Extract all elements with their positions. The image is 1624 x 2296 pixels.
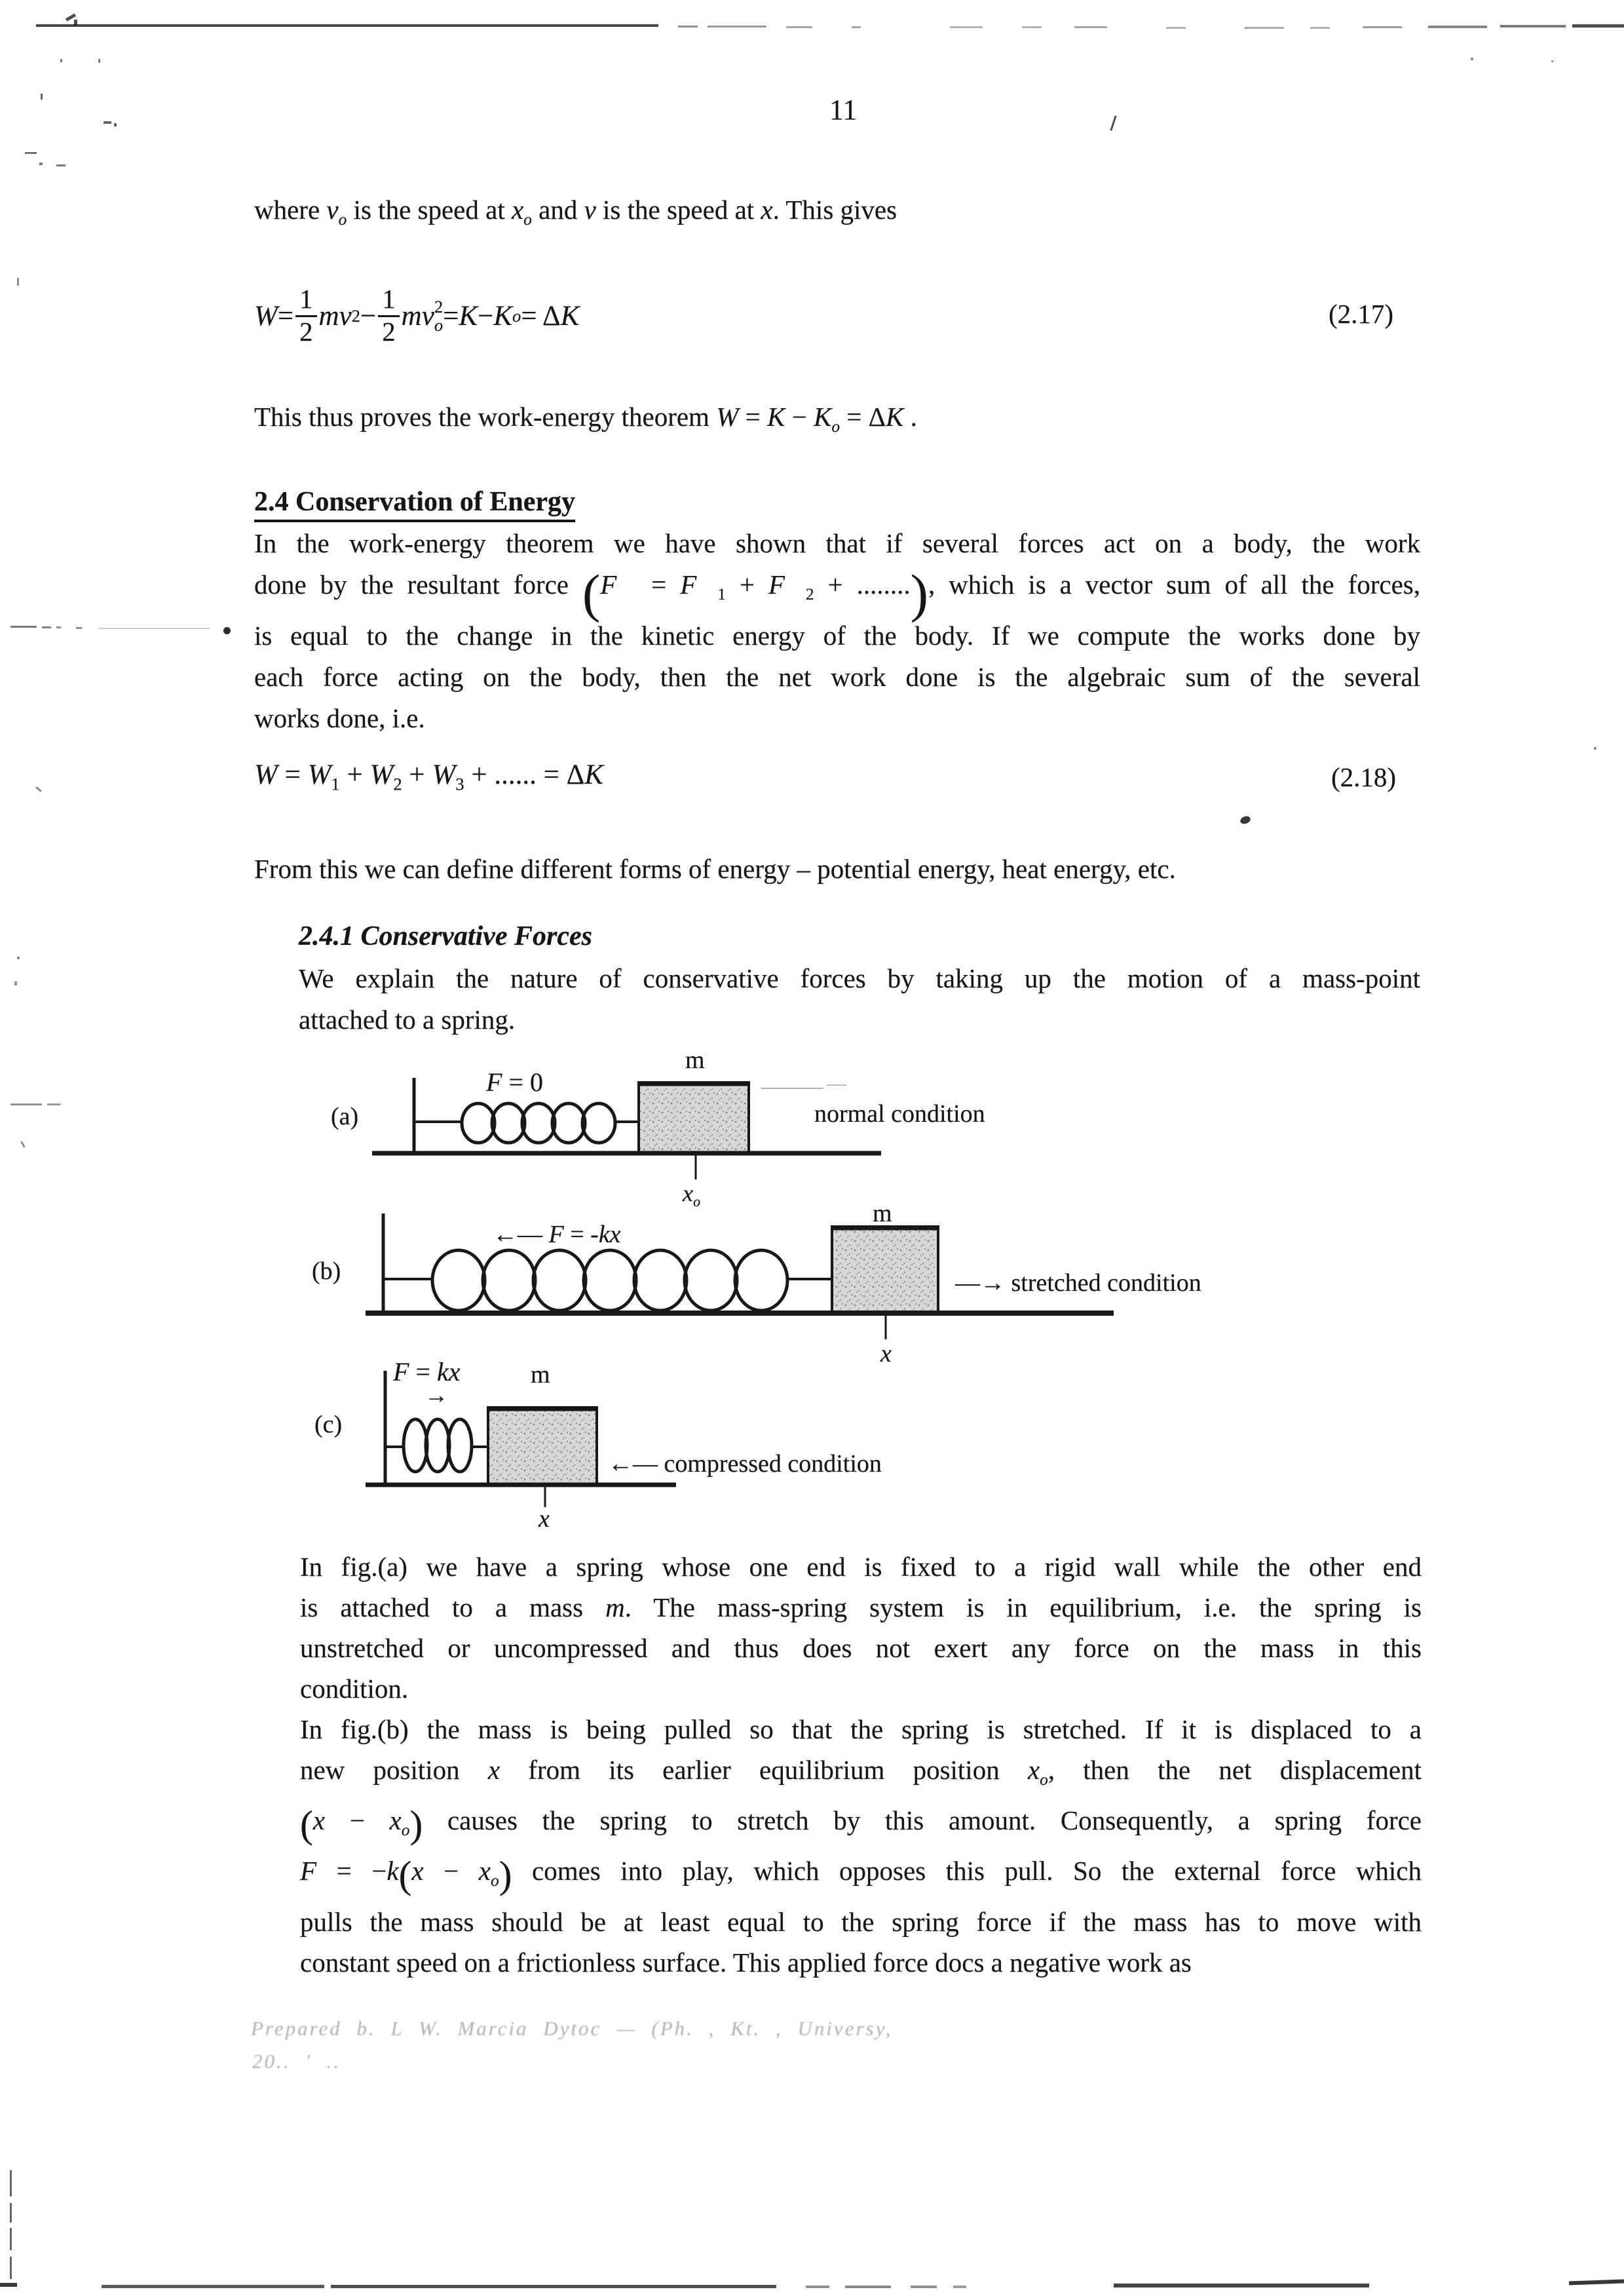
rule-segment	[331, 2285, 776, 2288]
rule-segment	[708, 26, 766, 28]
intro-line: where $v_o$ is the speed at $x_o$ and v is the speed at x. This gives	[254, 195, 897, 229]
rule-segment	[911, 2286, 937, 2288]
paragraph-line: In fig.(b) the mass is being pulled so that the spring is stretched. If it is displaced to a	[300, 1714, 1422, 1744]
figure-a-force-label: F = 0	[486, 1067, 543, 1097]
paragraph-line: new position x from its earlier equilibrium position $x_o$, then the net displacement	[300, 1755, 1422, 1789]
rule-segment	[950, 26, 983, 28]
rule-segment	[1569, 2280, 1624, 2286]
rule-segment	[102, 2285, 324, 2288]
ink-mark	[20, 1141, 26, 1147]
ink-mark	[10, 2228, 12, 2250]
section-2-4-paragraph	[254, 523, 1420, 739]
equation-2-17-label: (2.17)	[1329, 299, 1394, 329]
ink-mark	[76, 627, 82, 629]
paragraph-line: condition.	[300, 1674, 409, 1704]
ink-mark	[17, 278, 19, 286]
rule-segment	[786, 26, 812, 28]
ink-mark	[1551, 60, 1553, 62]
ink-mark	[56, 626, 61, 628]
equation-2-17: W = $\frac{1}{2}$ mv 2 − $\frac{1}{2}$ mv 2 o = K − K o = Δ K	[254, 284, 580, 347]
section-2-4-1-heading: 2.4.1 Conservative Forces	[299, 921, 592, 951]
rule-segment	[36, 24, 658, 27]
figure-c-mass-label: m	[531, 1361, 550, 1388]
figure-c-position-label: x	[538, 1505, 550, 1533]
figure-b-tag: (b)	[312, 1257, 341, 1285]
paragraph-line: attached to a spring.	[299, 1004, 516, 1035]
theorem-line: This thus proves the work-energy theorem $W = K - K_o = \Delta K$ .	[254, 402, 917, 436]
ink-mark	[39, 163, 43, 165]
ink-mark	[10, 626, 37, 628]
ink-mark	[35, 786, 42, 792]
margin-bullet-mark	[223, 627, 231, 634]
ink-mark	[1239, 815, 1252, 826]
ink-mark	[98, 628, 210, 629]
ink-mark	[47, 1103, 60, 1105]
equation-2-18-label: (2.18)	[1331, 762, 1397, 792]
ink-mark	[60, 59, 62, 62]
rule-segment	[1074, 26, 1107, 28]
ink-mark	[42, 626, 51, 628]
rule-segment	[852, 26, 861, 28]
section-2-4-heading: 2.4 Conservation of Energy	[254, 486, 575, 522]
paragraph-line: constant speed on a frictionless surface. This applied force docs a negative work as	[300, 1947, 1192, 1978]
ink-mark	[10, 2170, 12, 2196]
figure-a-caption: normal condition	[814, 1100, 985, 1128]
ink-mark	[14, 982, 17, 985]
ink-mark	[74, 20, 77, 26]
rule-segment	[845, 2286, 891, 2288]
section-2-4-1-paragraph	[299, 958, 1420, 1041]
ink-mark	[104, 121, 111, 124]
figure-c-drawing	[366, 1371, 676, 1507]
paragraph-line: We explain the nature of conservative forces by taking up the motion of a mass-point	[299, 963, 1420, 993]
paragraph-line: pulls the mass should be at least equal to the spring force if the mass has to move with	[300, 1906, 1422, 1937]
figure-a-mass-label: m	[685, 1046, 705, 1074]
rule-segment	[953, 2286, 966, 2288]
ink-mark	[17, 957, 20, 959]
page-number: 11	[829, 94, 858, 126]
figure-c-force-arrow: →	[425, 1382, 448, 1408]
paragraph-line: works done, i.e.	[254, 703, 425, 734]
paragraph-line: $(x - x_o)$ causes the spring to stretch by this amount. Consequently, a spring force	[300, 1803, 1422, 1846]
figure-b-caption: —→ stretched condition	[955, 1269, 1201, 1297]
ink-mark	[1471, 58, 1473, 60]
figure-c-force-label: F = kx	[393, 1357, 461, 1387]
ink-mark	[41, 94, 43, 100]
figure-a-position-label: $x_o$	[683, 1180, 701, 1210]
figure-a-tag: (a)	[331, 1103, 359, 1130]
rule-segment	[678, 26, 698, 28]
ink-mark	[98, 59, 100, 63]
paragraph-line: each force acting on the body, then the net work done is the algebraic sum of the several	[254, 662, 1420, 693]
ink-mark	[114, 123, 117, 126]
ink-mark	[10, 2203, 12, 2223]
paragraph-line: In fig.(a) we have a spring whose one end is fixed to a rigid wall while the other end	[300, 1552, 1422, 1582]
footer-note-line-2: 20.. ' ..	[252, 2050, 341, 2073]
paragraph-line: In the work-energy theorem we have shown that if several forces act on a body, the work	[254, 528, 1420, 558]
rule-segment	[1245, 27, 1284, 29]
ink-mark	[1594, 747, 1596, 750]
ink-mark	[56, 164, 66, 166]
rule-segment	[1022, 26, 1042, 28]
footer-note-line-1: Prepared b. L W. Marcia Dytoc — (Ph. , Kt. , Universy,	[251, 2017, 893, 2040]
ink-mark	[25, 152, 37, 154]
paragraph-line: is equal to the change in the kinetic energy of the body. If we compute the works done by	[254, 621, 1420, 651]
rule-segment	[1500, 25, 1566, 28]
paragraph-line: unstretched or uncompressed and thus does not exert any force on the mass in this	[300, 1633, 1422, 1663]
ink-mark	[1110, 115, 1116, 131]
equation-2-18: $W = W_1 + W_2 + W_3$ + ...... = ΔK	[254, 759, 603, 794]
rule-segment	[806, 2286, 829, 2288]
figure-a-drawing	[372, 1078, 881, 1179]
rule-segment	[1363, 26, 1402, 28]
figure-b-mass-label: m	[873, 1200, 892, 1227]
rule-segment	[0, 2283, 17, 2287]
rule-segment	[1114, 2284, 1369, 2287]
rule-segment	[1572, 24, 1624, 28]
figure-b-force-label: ←— F = -kx	[493, 1221, 621, 1248]
ink-mark	[10, 1103, 42, 1105]
figure-b-position-label: x	[880, 1340, 892, 1368]
paragraph-line: done by the resultant force (F⃗ = $F⃗_1$ + $F⃗_2$ + ........), which is a vector sum of all the forces,	[254, 564, 1420, 624]
from-this-line: From this we can define different forms of energy – potential energy, heat energy, etc.	[254, 854, 1176, 884]
rule-segment	[1310, 27, 1330, 29]
figure-c-tag: (c)	[314, 1411, 343, 1438]
figure-description-paragraph	[300, 1546, 1422, 1983]
paragraph-line: $F = -k(x - x_o)$ comes into play, which opposes this pull. So the external force which	[300, 1853, 1422, 1897]
ink-mark	[10, 2257, 12, 2279]
figure-c-caption: ←— compressed condition	[608, 1450, 882, 1478]
rule-segment	[1428, 26, 1487, 28]
rule-segment	[1166, 27, 1186, 29]
paragraph-line: is attached to a mass m. The mass-spring system is in equilibrium, i.e. the spring is	[300, 1592, 1422, 1622]
